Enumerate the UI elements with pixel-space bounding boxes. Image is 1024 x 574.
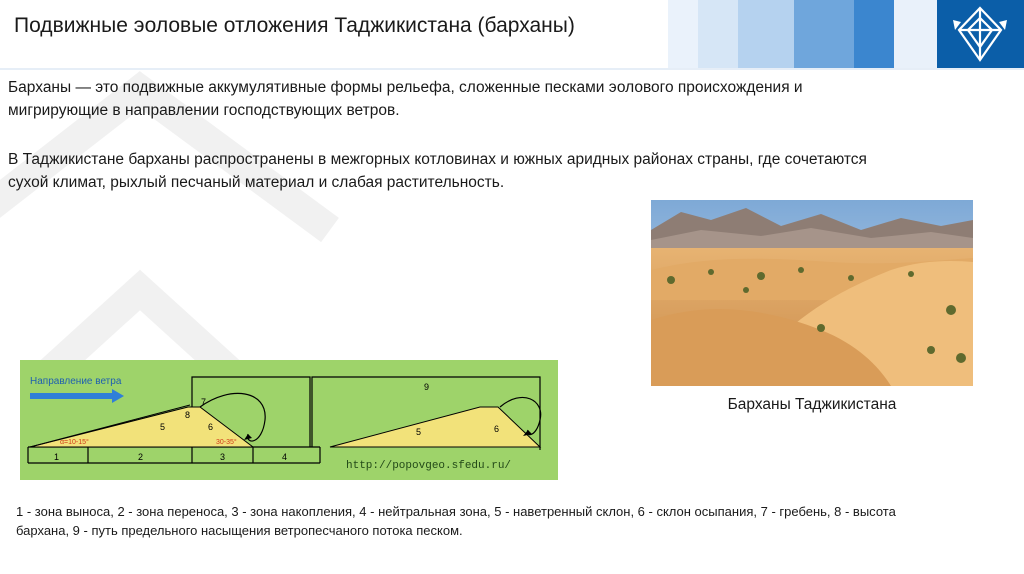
header-stripe [794, 0, 854, 68]
barkhan-diagram [20, 360, 558, 480]
crest-label: 7 [201, 397, 207, 407]
distribution-paragraph: В Таджикистане барханы распространены в межгорных котловинах и южных аридных районах страны, где сочетаются сухой климат, рыхлый песчаный материал и слабая растительность. [8, 151, 867, 191]
diagram-legend: 1 - зона выноса, 2 - зона переноса, 3 - зона накопления, 4 - нейтральная зона, 5 - наветренный склон, 6 - склон осыпания, 7 - гребень, 8 - высота бархана, 9 - путь предельного насыщения ветропесчаного потока песком. [16, 504, 896, 538]
photo-caption: Барханы Таджикистана [727, 396, 897, 413]
intro-paragraph: Барханы — это подвижные аккумулятивные формы рельефа, сложенные песками эолового происхождения и мигрирующие в направлении господствующих ветров. [8, 79, 803, 119]
header-stripe [854, 0, 894, 68]
header-stripe [894, 0, 937, 68]
slope-label: 5 [416, 427, 422, 437]
angle-left-label: α=10-15° [60, 439, 89, 446]
slope-label: 6 [208, 422, 214, 432]
slope-label: 5 [160, 422, 166, 432]
zone-number: 1 [54, 452, 60, 462]
angle-right-label: 30-35° [216, 439, 237, 446]
zone-number: 4 [282, 452, 288, 462]
header-stripe [668, 0, 698, 68]
wind-direction-label: Направление ветра [30, 376, 122, 387]
path-label: 9 [424, 382, 430, 392]
logo [937, 0, 1024, 69]
height-label: 8 [185, 410, 191, 420]
zone-number: 2 [138, 452, 144, 462]
university-logo-icon [937, 0, 1024, 69]
header-stripe [738, 0, 794, 68]
zone-number: 3 [220, 452, 226, 462]
page-title: Подвижные эоловые отложения Таджикистана (барханы) [14, 14, 575, 37]
header-stripe [698, 0, 738, 68]
dunes-photo [651, 200, 973, 386]
slope-label: 6 [494, 424, 500, 434]
source-url: http://popovgeo.sfedu.ru/ [346, 460, 512, 472]
slide-header [0, 0, 1024, 70]
